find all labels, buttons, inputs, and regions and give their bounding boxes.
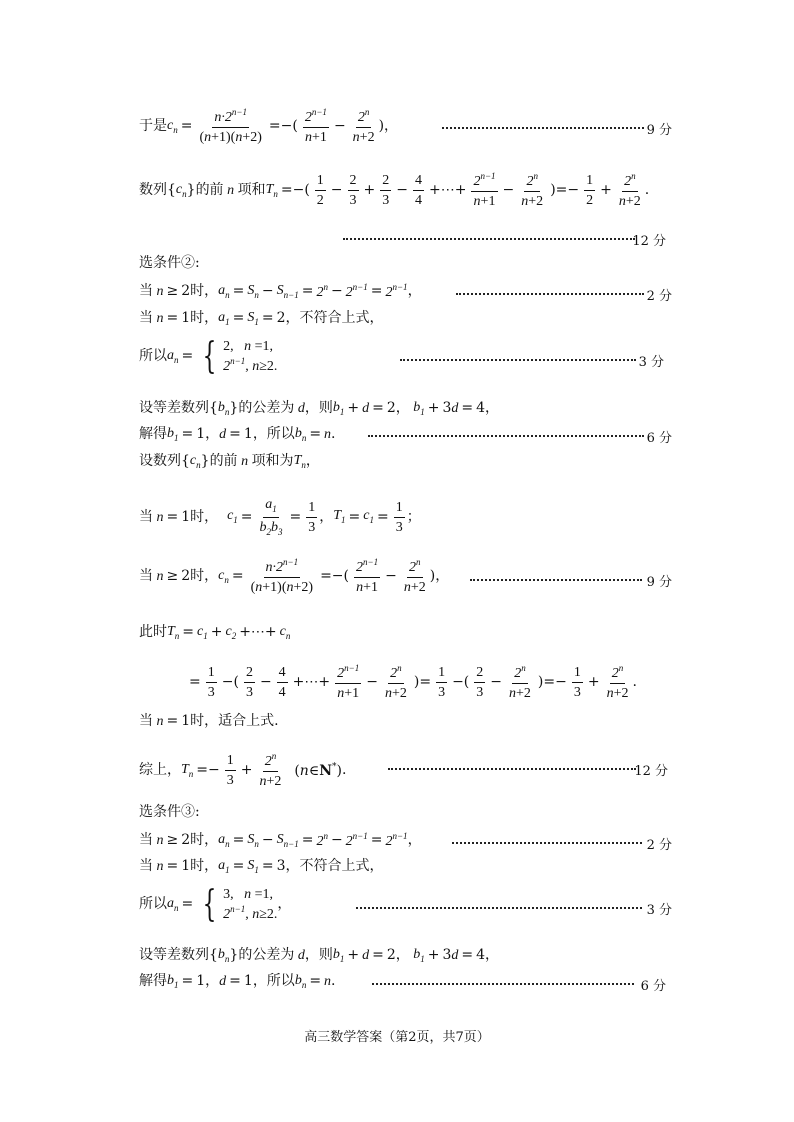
- line-tn-sum-1: 数列 { $c_n$ } 的前 n 项和 $T_n$ =−( $\frac{1}{2}$ − $\frac{2}{3}$ + $\frac{2}{3}$ − $\frac{4}{4}$ +⋯+ $\frac{2^{n-1}}{n+1}$ − $\frac{2^n}{n+2}$ )=− $\frac{1}{2}$ + $\frac{2^n}{n+2}$ .: [139, 171, 650, 210]
- line-a1: 当 n = 1 时， $a_1$ = $S_1$ = 2 ，不符合上式，: [139, 310, 384, 327]
- line-a1-b: 当 n = 1 时， $a_1$ = $S_1$ = 3 ，不符合上式，: [139, 858, 384, 875]
- score-12: 12 分: [632, 234, 666, 249]
- score-6: 6 分: [646, 431, 672, 446]
- line-an-cases-3: 所以 $a_n$ = { 3, n =1, $2^{n-1}$, n≥2. ，: [139, 883, 292, 925]
- dotted-leader: [388, 768, 636, 770]
- dotted-leader: [442, 127, 644, 129]
- score-3: 3 分: [638, 355, 664, 370]
- score-9: 9 分: [646, 575, 672, 590]
- score-2: 2 分: [646, 289, 672, 304]
- line-solve-b1: 解得 $b_1$ = 1， d = 1 ，所以 $b_n$ = n .: [139, 426, 336, 443]
- dotted-leader: [372, 983, 634, 985]
- dotted-leader: [470, 579, 642, 581]
- line-cn-formula-1: 于是 $c_n$ = $\frac{n\cdot 2^{n-1}}{(n+1)(n+2)}$ =−( $\frac{2^{n-1}}{n+1}$ − $\frac{2^n}{n+2}$ ) ，: [139, 107, 399, 146]
- line-tn-expand: = $\frac{1}{3}$ −( $\frac{2}{3}$ − $\frac{4}{4}$ +⋯+ $\frac{2^{n-1}}{n+1}$ − $\frac{2^n}{n+2}$ )= $\frac{1}{3}$ −( $\frac{2}{3}$ − $\frac{2^n}{n+2}$ )=− $\frac{1}{3}$ + $\frac{2^n}{n+2}$ .: [189, 663, 637, 702]
- dotted-leader: [456, 293, 644, 295]
- line-n1-fits: 当 n = 1 时，适合上式.: [139, 713, 279, 729]
- score-6: 6 分: [640, 979, 666, 994]
- page-footer: 高三数学答案（第2页，共7页）: [304, 1030, 490, 1045]
- dotted-leader: [356, 907, 642, 909]
- line-set-tn: 设数列 { $c_n$ } 的前 n 项和为 $T_n$ ，: [139, 453, 320, 470]
- score-12: 12 分: [634, 764, 668, 779]
- line-bn-diff: 设等差数列 { $b_n$ } 的公差为 d ，则 $b_1$ + d = 2， $b_1$ + 3 d = 4，: [139, 400, 500, 417]
- line-tn-def: 此时 $T_n$ = $c_1$ + $c_2$ +⋯+ $c_n$: [139, 624, 291, 641]
- score-3: 3 分: [646, 903, 672, 918]
- score-9: 9 分: [646, 123, 672, 138]
- dotted-leader: [368, 435, 644, 437]
- heading-option-3: 选条件③:: [139, 804, 200, 820]
- heading-option-2: 选条件②:: [139, 255, 200, 271]
- line-c1: 当 n = 1 时， $c_1$ = $\frac{a_1}{b_2b_3}$ = $\frac{1}{3}$ ， $T_1$ = $c_1$ = $\frac{1}{3}$ ；: [139, 497, 421, 537]
- line-an-cases-2: 所以 $a_n$ = { 2, n =1, $2^{n-1}$, n≥2.: [139, 335, 278, 377]
- text-yushi: 于是: [139, 118, 167, 135]
- line-bn-diff-b: 设等差数列 { $b_n$ } 的公差为 d ，则 $b_1$ + d = 2， $b_1$ + 3 d = 4，: [139, 947, 500, 964]
- line-an-n-ge-2-b: 当 n ≥ 2 时， $a_n$ = $S_n$ − $S_{n-1}$ = 2$^n$ − $2^{n-1}$ = $2^{n-1}$ ，: [139, 831, 422, 850]
- dotted-leader: [452, 842, 642, 844]
- dotted-leader: [400, 359, 636, 361]
- dotted-leader: [343, 238, 635, 240]
- line-conclusion-2: 综上， $T_n$ =− $\frac{1}{3}$ + $\frac{2^n}{n+2}$ (n∈N*) .: [139, 751, 347, 790]
- line-cn-formula-2: 当 n ≥ 2 时， $c_n$ = $\frac{n\cdot 2^{n-1}}{(n+1)(n+2)}$ =−( $\frac{2^{n-1}}{n+1}$ − $\frac{2^n}{n+2}$ )，: [139, 557, 450, 596]
- line-an-n-ge-2: 当 n ≥ 2 时， $a_n$ = $S_n$ − $S_{n-1}$ = 2$^n$ − $2^{n-1}$ = $2^{n-1}$ ，: [139, 282, 422, 301]
- score-2: 2 分: [646, 838, 672, 853]
- line-solve-b1-b: 解得 $b_1$ = 1， d = 1 ，所以 $b_n$ = n .: [139, 973, 336, 990]
